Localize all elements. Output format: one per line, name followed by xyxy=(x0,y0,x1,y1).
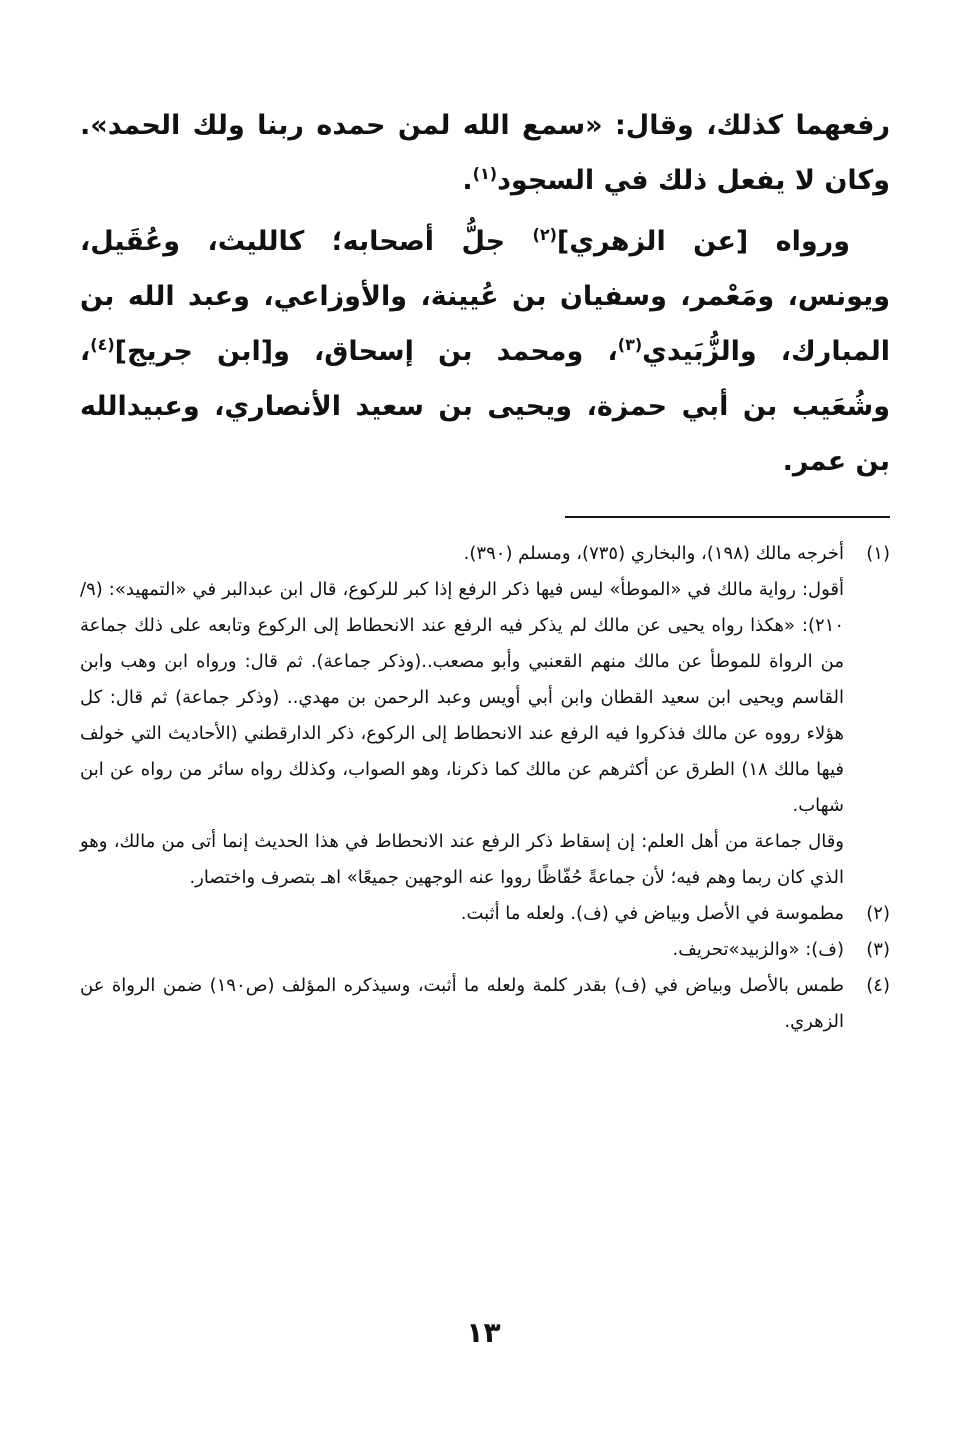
footnote-line: (ف): «والزبيد»تحريف. xyxy=(672,939,844,960)
footnote-separator xyxy=(565,516,890,518)
page-number: ١٣ xyxy=(466,1316,501,1349)
footnote-number: (٢) xyxy=(866,903,890,924)
footnote-1 xyxy=(80,536,890,896)
footnote-number: (١) xyxy=(866,543,890,564)
footnote-ref-2: (٢) xyxy=(532,225,557,244)
footnote-number: (٣) xyxy=(866,939,890,960)
footnote-2 xyxy=(80,896,890,932)
footnote-ref-3: (٣) xyxy=(617,335,643,354)
footnote-number: (٤) xyxy=(866,975,890,996)
footnote-line: مطموسة في الأصل وبياض في (ف). ولعله ما أثبت. xyxy=(460,903,844,924)
paragraph-2 xyxy=(80,214,890,489)
footnote-ref-4: (٤) xyxy=(90,335,115,354)
footnote-4 xyxy=(80,968,890,1040)
footnote-line: أقول: رواية مالك في «الموطأ» ليس فيها ذكر الرفع إذا كبر للركوع، قال ابن عبدالبر في «التمهيد»: (٩/ ٢١٠): «هكذا رواه يحيى عن مالك لم يذكر فيه الرفع عند الانحطاط إلى الركوع وتابعه على ذلك جماعة من الرواة للموطأ عن مالك منهم القعنبي وأبو مصعب..(وذكر جماعة). ثم قال: ورواه ابن وهب وابن القاسم ويحيى ابن سعيد القطان وابن أبي أويس وعبد الرحمن بن مهدي.. (وذكر جماعة) ثم قال: كل هؤلاء رووه عن مالك فذكروا فيه الرفع عند الانحطاط إلى الركوع، ذكر الدارقطني (الأحاديث التي خولف فيها مالك ١٨) الطرق عن أكثرهم عن مالك كما ذكرنا، وهو الصواب، وكذلك رواه سائر من رواه عن ابن شهاب. xyxy=(80,579,844,816)
paragraph-1-text: رفعهما كذلك، وقال: «سمع الله لمن حمده ربنا ولك الحمد». وكان لا يفعل ذلك في السجود xyxy=(80,110,890,196)
paragraph-2-part-a: ورواه [عن الزهري] xyxy=(556,226,850,257)
footnotes xyxy=(80,536,890,1040)
footnote-line: طمس بالأصل وبياض في (ف) بقدر كلمة ولعله ما أثبت، وسيذكره المؤلف (ص١٩٠) ضمن الرواة عن الزهري. xyxy=(80,975,844,1032)
paragraph-2-part-d: ، وشُعَيب بن أبي حمزة، ويحيى بن سعيد الأنصاري، وعبيدالله بن عمر. xyxy=(80,336,890,477)
footnote-line: أخرجه مالك (١٩٨)، والبخاري (٧٣٥)، ومسلم (٣٩٠). xyxy=(463,543,844,564)
paragraph-2-part-c: ، ومحمد بن إسحاق، و[ابن جريج] xyxy=(114,336,618,367)
footnote-ref-1: (١) xyxy=(472,164,498,183)
footnote-3 xyxy=(80,932,890,968)
main-text xyxy=(80,98,890,489)
paragraph-1 xyxy=(80,98,890,208)
paragraph-2-part-b: جلُّ أصحابه؛ كالليث، وعُقَيل، ويونس، ومَعْمر، وسفيان بن عُيينة، والأوزاعي، وعبد الله بن المبارك، والزُّبَيدي xyxy=(80,226,890,367)
footnote-line: وقال جماعة من أهل العلم: إن إسقاط ذكر الرفع عند الانحطاط في هذا الحديث إنما أتى من مالك، وهو الذي كان ربما وهم فيه؛ لأن جماعةً حُفّاظًا رووا عنه الوجهين جميعًا» اهـ بتصرف واختصار. xyxy=(80,831,844,888)
paragraph-1-end: . xyxy=(462,165,473,196)
